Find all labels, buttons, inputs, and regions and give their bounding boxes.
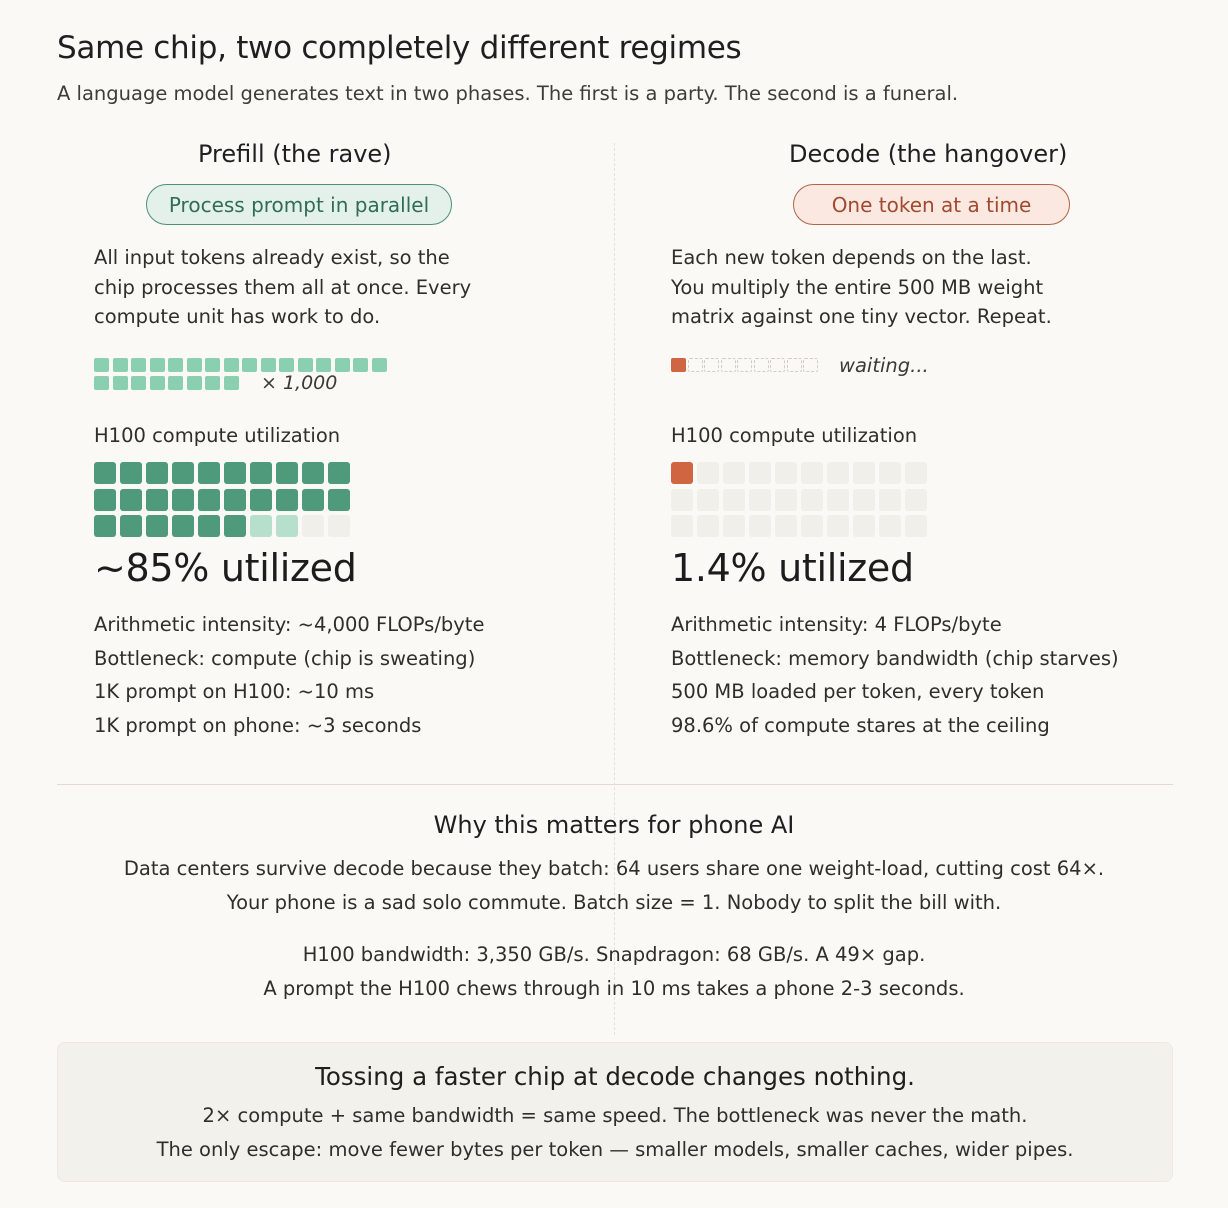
compute-unit-cell — [172, 462, 194, 484]
compute-unit-cell — [224, 489, 246, 511]
compute-unit-cell — [697, 489, 719, 511]
why-line: Data centers survive decode because they batch: 64 users share one weight-load, cutting cost 64×. — [123, 857, 1105, 880]
compute-unit-cell — [749, 515, 771, 537]
section-divider — [57, 784, 1173, 785]
input-token — [316, 358, 331, 372]
input-token — [131, 358, 146, 372]
compute-unit-cell — [198, 489, 220, 511]
prefill-stat: Arithmetic intensity: ~4,000 FLOPs/byte — [94, 613, 485, 636]
input-token — [224, 376, 239, 390]
prefill-stat: 1K prompt on H100: ~10 ms — [94, 680, 375, 703]
compute-unit-cell — [905, 489, 927, 511]
compute-unit-cell — [775, 489, 797, 511]
input-token — [187, 376, 202, 390]
compute-unit-cell — [697, 462, 719, 484]
input-token — [94, 376, 109, 390]
input-token — [150, 358, 165, 372]
compute-unit-cell — [775, 515, 797, 537]
compute-unit-cell — [801, 462, 823, 484]
compute-unit-cell — [775, 462, 797, 484]
compute-unit-cell — [302, 462, 324, 484]
decode-heading: Decode (the hangover) — [789, 140, 1068, 168]
compute-unit-cell — [224, 462, 246, 484]
waiting-label: waiting... — [839, 354, 929, 377]
compute-unit-cell — [853, 462, 875, 484]
compute-unit-cell — [146, 489, 168, 511]
compute-unit-cell — [146, 462, 168, 484]
compute-unit-cell — [827, 515, 849, 537]
prefill-desc-line: All input tokens already exist, so the — [94, 246, 450, 269]
pending-token — [803, 358, 818, 372]
compute-unit-cell — [328, 489, 350, 511]
compute-unit-cell — [276, 462, 298, 484]
why-text — [0, 852, 1228, 920]
decode-stat: Bottleneck: memory bandwidth (chip starves) — [671, 646, 1119, 670]
page-title: Same chip, two completely different regimes — [57, 30, 742, 66]
compute-unit-cell — [250, 515, 272, 537]
compute-unit-cell — [749, 489, 771, 511]
input-token — [298, 358, 313, 372]
decode-utilization-value: 1.4% utilized — [671, 546, 914, 590]
decode-description — [671, 243, 1052, 332]
input-token — [168, 358, 183, 372]
compute-unit-cell — [827, 462, 849, 484]
prefill-description — [94, 243, 471, 332]
compute-unit-cell — [879, 515, 901, 537]
compute-unit-cell — [120, 462, 142, 484]
compute-unit-cell — [172, 515, 194, 537]
callout-line: The only escape: move fewer bytes per token — smaller models, smaller caches, wider pipes. — [156, 1138, 1074, 1161]
decode-desc-line: matrix against one tiny vector. Repeat. — [671, 305, 1052, 328]
why-line: H100 bandwidth: 3,350 GB/s. Snapdragon: 68 GB/s. A 49× gap. — [302, 943, 926, 966]
input-token — [113, 376, 128, 390]
pending-token — [737, 358, 752, 372]
decode-stat: 500 MB loaded per token, every token — [671, 680, 1045, 703]
compute-unit-cell — [853, 489, 875, 511]
compute-unit-cell — [250, 489, 272, 511]
prefill-heading: Prefill (the rave) — [198, 140, 392, 168]
pending-token — [787, 358, 802, 372]
prefill-utilization-value: ~85% utilized — [94, 546, 357, 590]
pending-token — [688, 358, 703, 372]
compute-unit-cell — [172, 489, 194, 511]
input-token — [335, 358, 350, 372]
compute-unit-cell — [723, 515, 745, 537]
compute-unit-cell — [224, 515, 246, 537]
decode-desc-line: Each new token depends on the last. — [671, 246, 1032, 269]
compute-unit-cell — [879, 462, 901, 484]
input-token — [242, 358, 257, 372]
compute-unit-cell — [723, 462, 745, 484]
input-token — [279, 358, 294, 372]
input-token — [205, 358, 220, 372]
compute-unit-cell — [801, 489, 823, 511]
prefill-stats — [94, 608, 484, 742]
prefill-stat: Bottleneck: compute (chip is sweating) — [94, 646, 476, 670]
compute-unit-cell — [276, 515, 298, 537]
decode-stat: Arithmetic intensity: 4 FLOPs/byte — [671, 613, 1002, 636]
input-token — [353, 358, 368, 372]
compute-unit-cell — [120, 515, 142, 537]
page-subtitle: A language model generates text in two phases. The first is a party. The second is a funeral. — [57, 82, 959, 105]
pending-token — [754, 358, 769, 372]
compute-unit-cell — [671, 515, 693, 537]
why-line: A prompt the H100 chews through in 10 ms takes a phone 2-3 seconds. — [263, 977, 965, 1000]
pending-token — [721, 358, 736, 372]
why-line: Your phone is a sad solo commute. Batch size = 1. Nobody to split the bill with. — [226, 891, 1002, 914]
active-token — [671, 358, 686, 372]
pending-token — [704, 358, 719, 372]
pending-token — [770, 358, 785, 372]
decode-desc-line: You multiply the entire 500 MB weight — [671, 275, 1044, 299]
compute-unit-cell — [749, 462, 771, 484]
compute-unit-cell — [250, 462, 272, 484]
prefill-pill: Process prompt in parallel — [146, 184, 452, 225]
input-token — [372, 358, 387, 372]
compute-unit-cell — [671, 462, 693, 484]
decode-utilization-label: H100 compute utilization — [671, 424, 918, 447]
decode-stat: 98.6% of compute stares at the ceiling — [671, 713, 1050, 737]
input-token — [131, 376, 146, 390]
compute-unit-cell — [671, 489, 693, 511]
input-token — [224, 358, 239, 372]
compute-unit-cell — [801, 515, 823, 537]
compute-unit-cell — [723, 489, 745, 511]
callout-box — [57, 1042, 1173, 1182]
why-title: Why this matters for phone AI — [433, 811, 795, 839]
compute-unit-cell — [302, 489, 324, 511]
input-token — [150, 376, 165, 390]
decode-utilization-grid — [671, 462, 931, 540]
compute-unit-cell — [328, 462, 350, 484]
prefill-utilization-grid — [94, 462, 354, 540]
input-token — [94, 358, 109, 372]
compute-unit-cell — [853, 515, 875, 537]
decode-stats — [671, 608, 1119, 742]
compute-unit-cell — [94, 515, 116, 537]
compute-unit-cell — [879, 489, 901, 511]
compute-unit-cell — [905, 462, 927, 484]
input-token — [205, 376, 220, 390]
prefill-utilization-label: H100 compute utilization — [94, 424, 341, 447]
decode-pill: One token at a time — [793, 184, 1070, 225]
prefill-stat: 1K prompt on phone: ~3 seconds — [94, 713, 422, 737]
callout-title: Tossing a faster chip at decode changes nothing. — [315, 1062, 915, 1091]
input-token — [168, 376, 183, 390]
compute-unit-cell — [328, 515, 350, 537]
input-token — [113, 358, 128, 372]
compute-unit-cell — [198, 462, 220, 484]
prefill-desc-line: compute unit has work to do. — [94, 305, 381, 328]
prefill-desc-line: chip processes them all at once. Every — [94, 275, 472, 299]
compute-unit-cell — [697, 515, 719, 537]
token-multiplier: × 1,000 — [261, 372, 338, 394]
callout-text — [58, 1099, 1172, 1167]
compute-unit-cell — [94, 489, 116, 511]
compute-unit-cell — [276, 489, 298, 511]
callout-line: 2× compute + same bandwidth = same speed. The bottleneck was never the math. — [202, 1104, 1028, 1127]
compute-unit-cell — [905, 515, 927, 537]
compute-unit-cell — [198, 515, 220, 537]
why-bandwidth-text — [0, 938, 1228, 1006]
input-token — [187, 358, 202, 372]
compute-unit-cell — [146, 515, 168, 537]
compute-unit-cell — [302, 515, 324, 537]
compute-unit-cell — [120, 489, 142, 511]
compute-unit-cell — [94, 462, 116, 484]
input-token — [261, 358, 276, 372]
compute-unit-cell — [827, 489, 849, 511]
